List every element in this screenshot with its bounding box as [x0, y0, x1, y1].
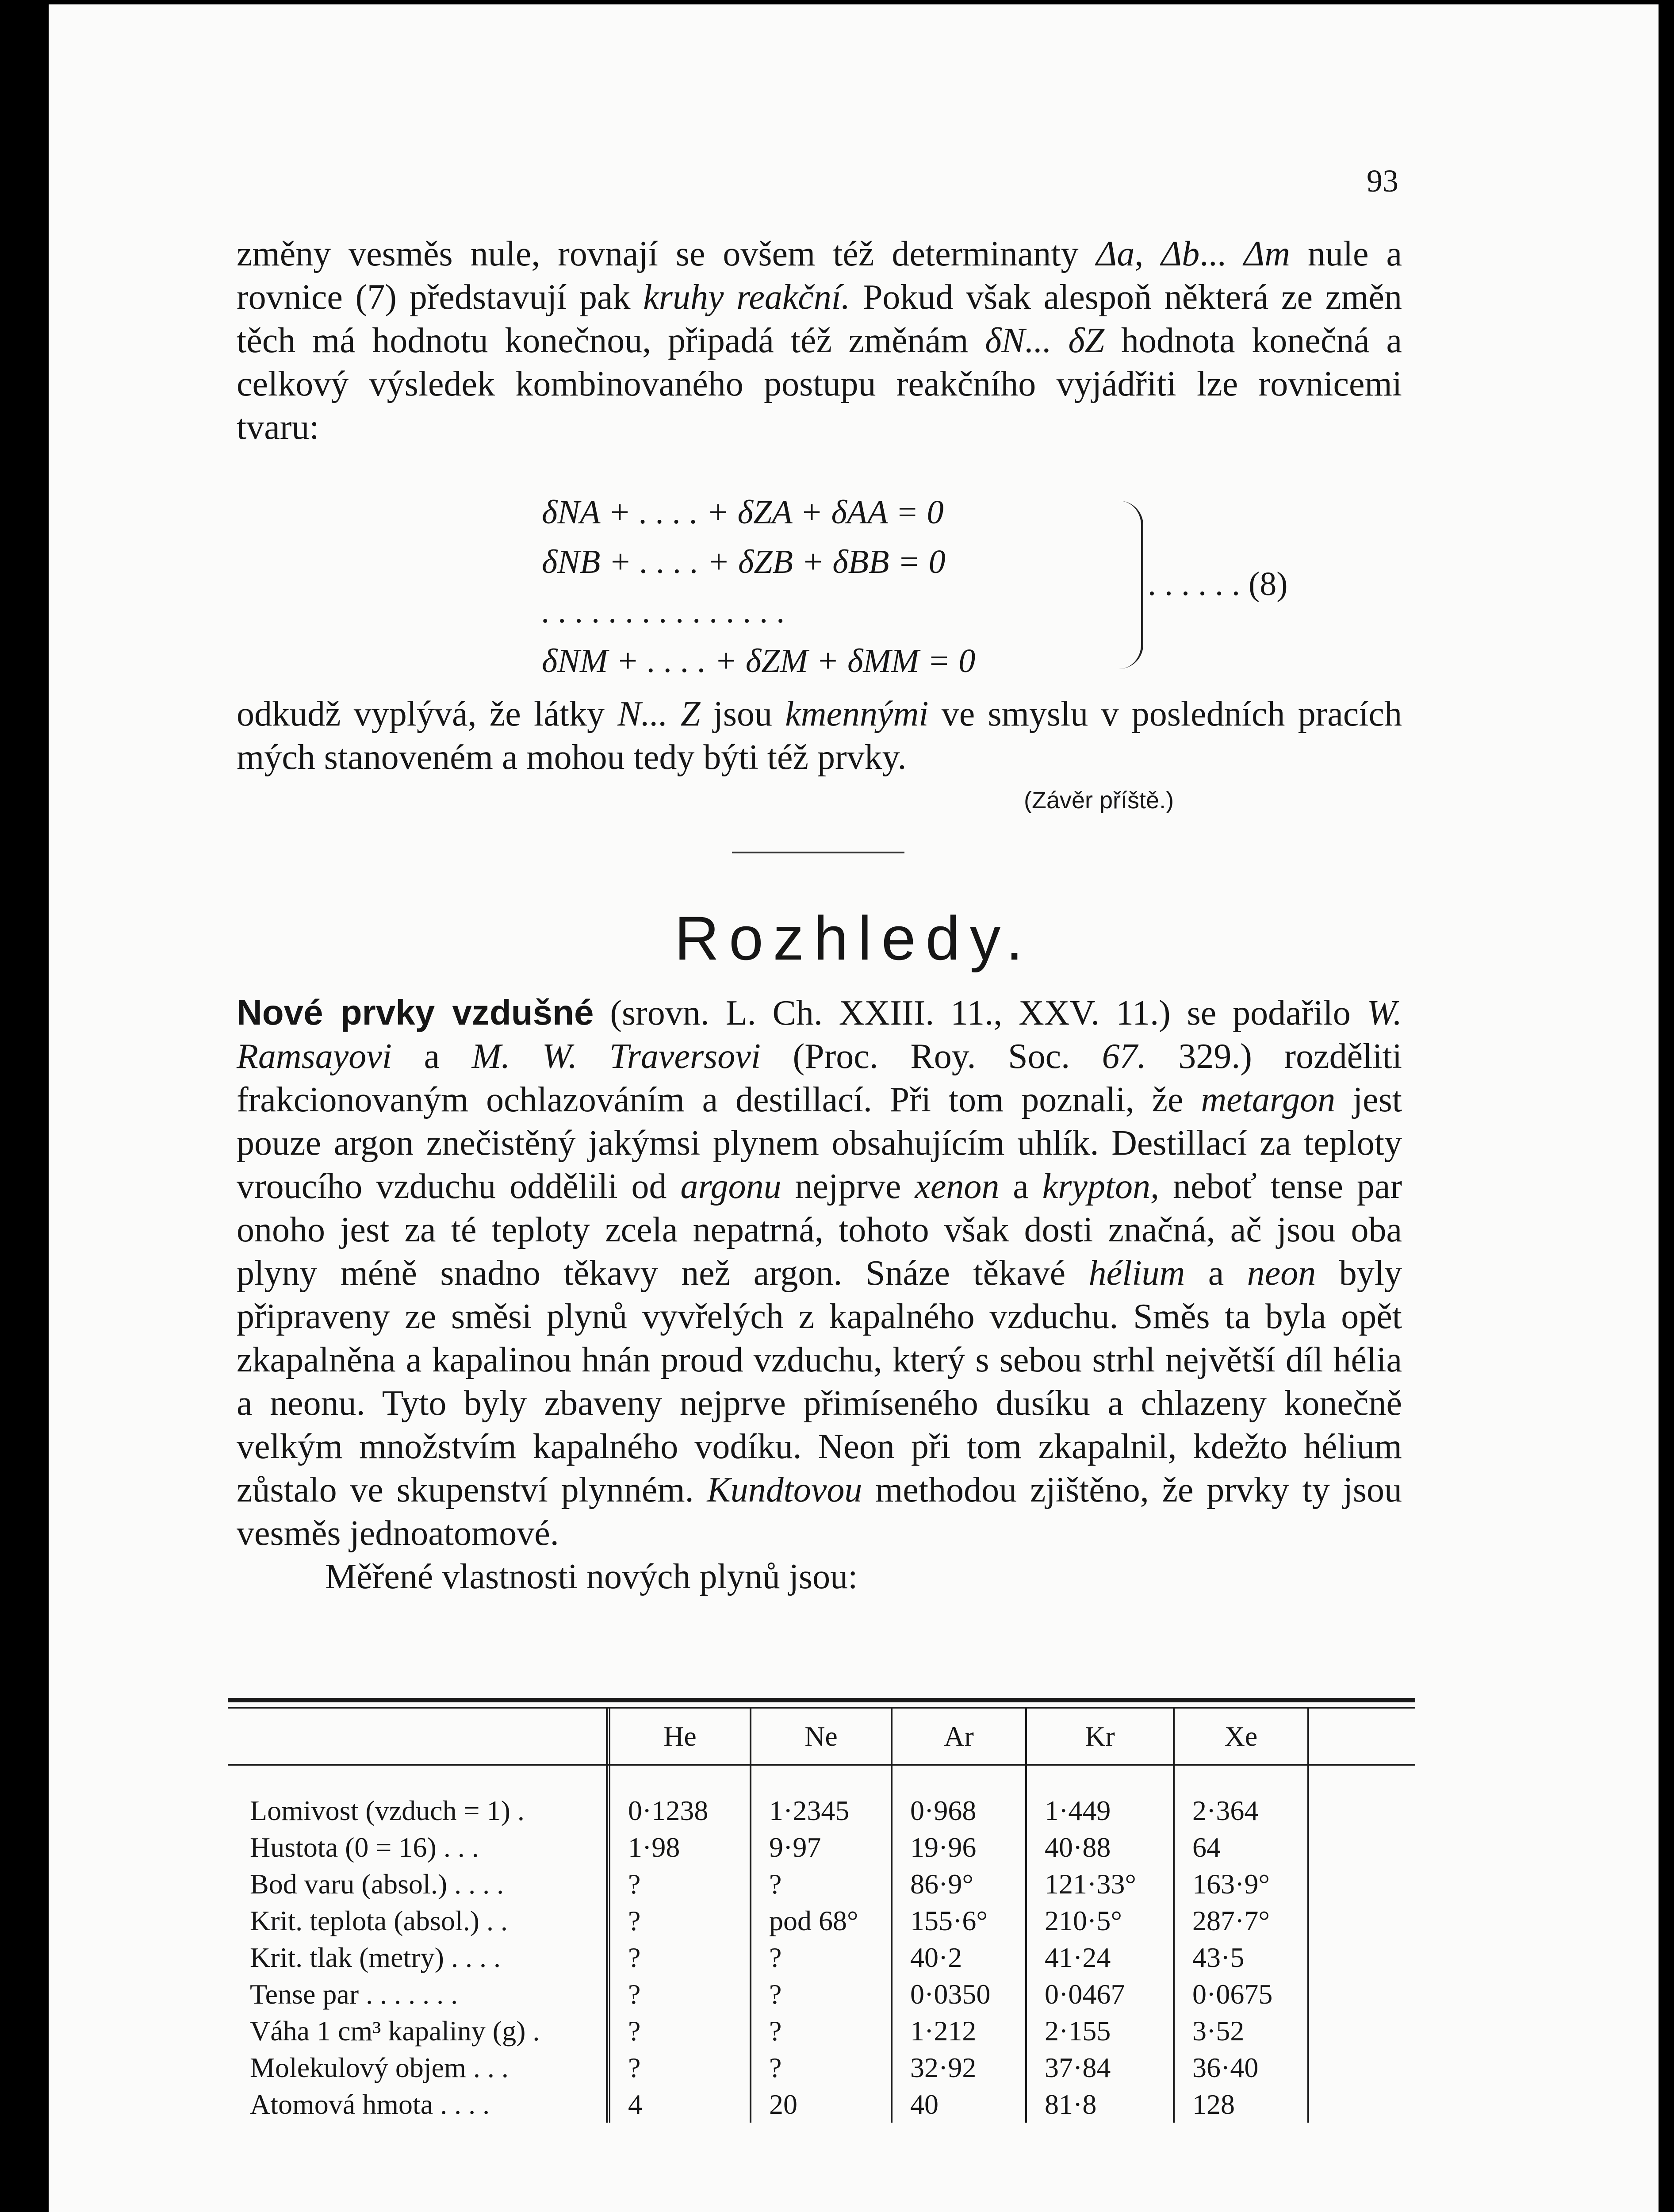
text-run: změny vesměs nule, rovnají se ovšem též determinanty: [237, 234, 1096, 273]
table-cell: 86·9°: [910, 1868, 973, 1900]
table-cell: 40·88: [1045, 1832, 1111, 1863]
section-heading: Rozhledy.: [674, 903, 1033, 973]
table-cell: 3·52: [1192, 2015, 1245, 2047]
article-lead: Nové prvky vzdušné: [237, 993, 594, 1032]
equation-number: . . . . . . (8): [1148, 565, 1288, 603]
equation-row: δNM + . . . . + δZM + δMM = 0: [542, 642, 976, 680]
emphasis-term: krypton,: [1042, 1167, 1160, 1206]
emphasis-term: metargon: [1201, 1080, 1336, 1119]
table-cell: 2·364: [1192, 1795, 1259, 1826]
row-spacer: [610, 1766, 750, 1792]
table-cell: ?: [769, 1942, 782, 1973]
row-spacer: [228, 1766, 606, 1792]
right-brace: [1119, 501, 1143, 669]
table-cell: 1·2345: [769, 1795, 850, 1826]
text-run: odkudž vyplývá, že látky: [237, 695, 618, 733]
text-run: jest pouze argon znečistěný jakýmsi plynem obsahujícím uhlík. Destillací za teploty vroucího vzduchu oddělili od: [237, 1080, 1402, 1206]
math-delta-m: Δm: [1244, 234, 1290, 273]
article-paragraph: [237, 991, 1402, 1598]
emphasis-kmennymi: kmennými: [785, 695, 929, 733]
double-divider: [606, 2012, 610, 2049]
column-divider: [1307, 1866, 1309, 1902]
text-run: (Proc. Roy. Soc.: [760, 1037, 1102, 1076]
table-cell: 0·968: [910, 1795, 977, 1826]
table-cell: ?: [769, 2052, 782, 2083]
row-label: Krit. teplota (absol.) . .: [250, 1905, 508, 1936]
equation-row: . . . . . . . . . . . . . . .: [542, 593, 785, 630]
properties-table: [228, 1698, 1415, 2123]
table-cell: ?: [628, 2015, 641, 2047]
table-cell: 1·98: [628, 1832, 680, 1863]
text-run: byly připraveny ze směsi plynů vyvřelých z kapalného vzduchu. Směs ta byla opět zkapalněna a kapalinou hnán proud vzduchu, který s sebou strhl největší díl hélia a neonu. Tyto byly zbaveny nejprve přimíseného dusíku a chlazeny konečně velkým množstvím kapalného vodíku. Neon při tom zkapalnil, kdežto hélium zůstalo ve skupenství plynném.: [237, 1254, 1402, 1509]
table-cell: 64: [1192, 1832, 1221, 1863]
table-cell: 128: [1192, 2089, 1235, 2120]
table-cell: 9·97: [769, 1832, 821, 1863]
double-divider: [606, 1709, 610, 1764]
column-divider: [1307, 2012, 1309, 2049]
author-name: W. Ramsayovi: [237, 994, 1402, 1076]
text-run: a: [999, 1167, 1042, 1206]
conclusion-paragraph: [237, 692, 1402, 779]
row-label: Lomivost (vzduch = 1) .: [250, 1795, 525, 1826]
double-divider: [606, 1829, 610, 1866]
column-divider: [1307, 1902, 1309, 1939]
text-run: 329.) rozděliti frakcionovaným ochlazováním a destillací. Při tom poznali, že: [237, 1037, 1402, 1119]
math-N-Z: N... Z: [617, 695, 701, 733]
table-cell: 40·2: [910, 1942, 962, 1973]
equation-row: δNB + . . . . + δZB + δBB = 0: [542, 543, 946, 580]
table-cell: 1·449: [1045, 1795, 1111, 1826]
column-divider: [1307, 2049, 1309, 2086]
column-divider: [1307, 1766, 1309, 1792]
table-cell: ?: [628, 1978, 641, 2010]
table-intro: Měřené vlastnosti nových plynů jsou:: [325, 1557, 858, 1596]
row-spacer: [1027, 1766, 1173, 1792]
volume-number: 67.: [1102, 1037, 1146, 1076]
table-cell: 155·6°: [910, 1905, 988, 1936]
text-run: ve smyslu v posledních pracích mých stanoveném a mohou tedy býti též prvky.: [237, 695, 1402, 777]
table-body: [228, 1766, 1415, 2123]
table-cell: 2·155: [1045, 2015, 1111, 2047]
table-cell: 20: [769, 2089, 797, 2120]
continuation-note: (Závěr příště.): [1024, 787, 1174, 814]
text-run: nule a rovnice (7) představují pak: [237, 234, 1402, 317]
table-cell: 0·1238: [628, 1795, 709, 1826]
row-label: Váha 1 cm³ kapaliny (g) .: [250, 2015, 540, 2047]
double-divider: [606, 1902, 610, 1939]
table-cell: 41·24: [1045, 1942, 1111, 1973]
table-cell: 81·8: [1045, 2089, 1097, 2120]
table-cell: pod 68°: [769, 1905, 858, 1936]
table-cell: 163·9°: [1192, 1868, 1270, 1900]
math-delta-a: Δa: [1096, 234, 1135, 273]
table-cell: ?: [769, 1868, 782, 1900]
text-run: hodnota konečná a celkový výsledek kombinovaného postupu reakčního vyjádřiti lze rovnicemi tvaru:: [237, 321, 1402, 447]
double-divider: [606, 2086, 610, 2123]
column-header: Ar: [944, 1720, 974, 1752]
text-run: methodou zjištěno, že prvky ty jsou vesměs jednoatomové.: [237, 1471, 1402, 1553]
text-run: nejprve: [781, 1167, 915, 1206]
column-header: Ne: [804, 1720, 838, 1752]
double-divider: [606, 1766, 610, 1792]
double-divider: [606, 1976, 610, 2012]
text-run: ,: [1134, 234, 1161, 273]
header-blank: [228, 1709, 606, 1764]
author-name: M. W. Traversovi: [471, 1037, 761, 1076]
column-divider: [1307, 1939, 1309, 1976]
row-label: Molekulový objem . . .: [250, 2052, 509, 2083]
table-cell: 19·96: [910, 1832, 977, 1863]
text-run: a: [1185, 1254, 1247, 1293]
emphasis-term: argonu: [680, 1167, 781, 1206]
table-cell: 43·5: [1192, 1942, 1245, 1973]
table-cell: 121·33°: [1045, 1868, 1136, 1900]
column-divider: [1307, 2086, 1309, 2123]
intro-paragraph: [237, 232, 1402, 449]
text-run: ...: [1199, 234, 1244, 273]
table-cell: ?: [769, 2015, 782, 2047]
text-run: jsou: [700, 695, 785, 733]
row-label: Tense par . . . . . . .: [250, 1978, 458, 2010]
emphasis-term: xenon: [915, 1167, 1000, 1206]
table-cell: 0·0675: [1192, 1978, 1273, 2010]
emphasis-kruhy-reakcni: kruhy reakční.: [643, 278, 850, 317]
column-header: Kr: [1085, 1720, 1115, 1752]
row-spacer: [1175, 1766, 1307, 1792]
row-spacer: [751, 1766, 891, 1792]
column-divider: [1307, 1792, 1309, 1829]
table-cell: ?: [628, 1905, 641, 1936]
double-divider: [606, 2049, 610, 2086]
column-divider: [1307, 1976, 1309, 2012]
table-cell: 36·40: [1192, 2052, 1259, 2083]
math-deltaN-deltaZ: δN... δZ: [985, 321, 1105, 360]
table-cell: ?: [628, 2052, 641, 2083]
row-label: Bod varu (absol.) . . . .: [250, 1868, 504, 1900]
table-cell: 4: [628, 2089, 642, 2120]
table-cell: 210·5°: [1045, 1905, 1122, 1936]
emphasis-term: hélium: [1088, 1254, 1185, 1293]
double-divider: [606, 1866, 610, 1902]
math-delta-b: Δb: [1161, 234, 1200, 273]
text-run: a: [392, 1037, 472, 1076]
table-cell: 0·0350: [910, 1978, 991, 2010]
text-run: Pokud však alespoň některá ze změn těch má hodnotu konečnou, připadá též změnám: [237, 278, 1402, 360]
table-top-rule: [228, 1698, 1415, 1702]
column-divider: [1307, 1709, 1309, 1764]
text-run: (srovn. L. Ch. XXIII. 11., XXV. 11.) se podařilo: [594, 994, 1367, 1033]
table-cell: 0·0467: [1045, 1978, 1125, 2010]
column-divider: [1307, 1829, 1309, 1866]
section-divider: [732, 852, 904, 853]
equation-row: δNA + . . . . + δZA + δAA = 0: [542, 494, 944, 531]
scanned-page: [49, 4, 1659, 2212]
column-header: Xe: [1224, 1720, 1258, 1752]
table-header-row: [228, 1709, 1415, 1764]
table-cell: 32·92: [910, 2052, 977, 2083]
equation-system: [542, 488, 1404, 686]
table-cell: 40: [910, 2089, 939, 2120]
table-cell: ?: [628, 1868, 641, 1900]
table-cell: ?: [769, 1978, 782, 2010]
emphasis-term: neon: [1247, 1254, 1316, 1293]
column-header: He: [663, 1720, 697, 1752]
page-number: 93: [1367, 163, 1398, 199]
row-label: Hustota (0 = 16) . . .: [250, 1832, 479, 1863]
double-divider: [606, 1792, 610, 1829]
table-cell: 37·84: [1045, 2052, 1111, 2083]
row-spacer: [893, 1766, 1025, 1792]
table-cell: 1·212: [910, 2015, 977, 2047]
row-label: Atomová hmota . . . .: [250, 2089, 490, 2120]
text-run: neboť tense par onoho jest za té teploty zcela nepatrná, tohoto však dosti značná, ač jsou oba plyny méně snadno těkavy než argon. Snáze těkavé: [237, 1167, 1402, 1293]
double-divider: [606, 1939, 610, 1976]
row-label: Krit. tlak (metry) . . . .: [250, 1942, 501, 1973]
table-cell: ?: [628, 1942, 641, 1973]
table-cell: 287·7°: [1192, 1905, 1270, 1936]
emphasis-term: Kundtovou: [707, 1471, 862, 1509]
